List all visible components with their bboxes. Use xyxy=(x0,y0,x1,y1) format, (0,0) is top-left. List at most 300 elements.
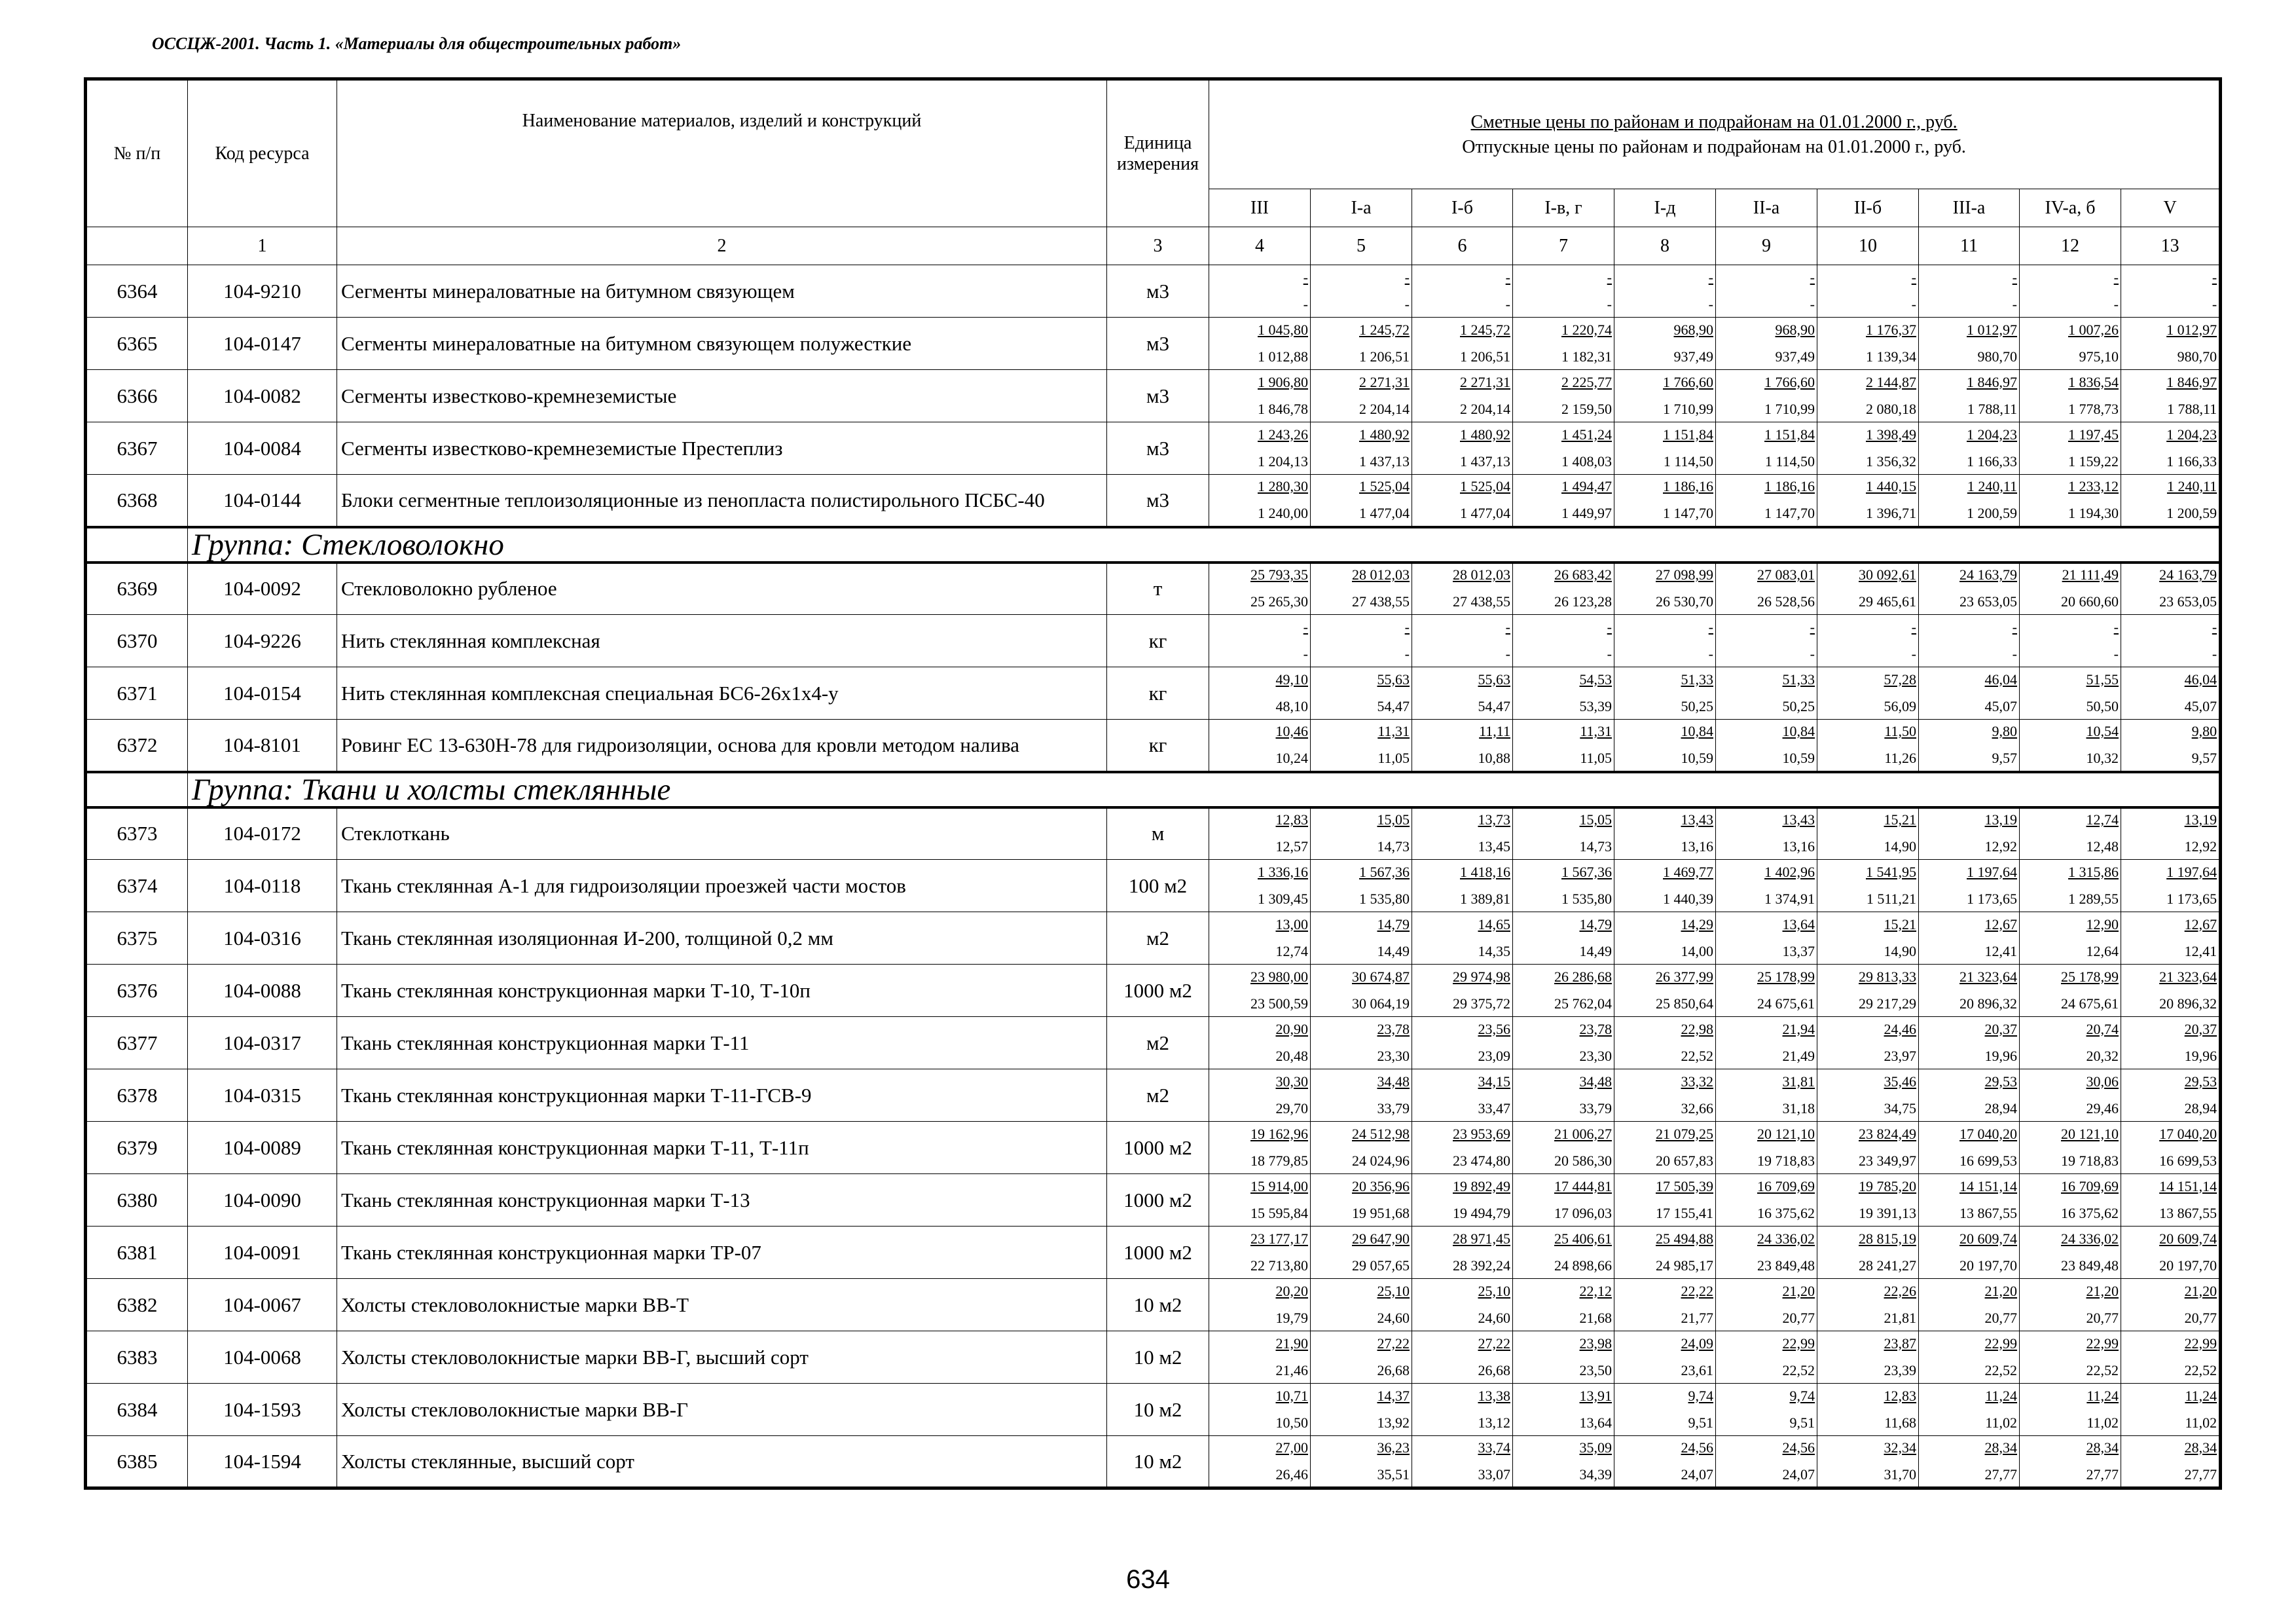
release-price: 1 206,51 xyxy=(1460,348,1510,365)
price-cell xyxy=(1311,720,1412,772)
table-row xyxy=(86,422,2221,475)
estimate-price: 21 079,25 xyxy=(1656,1125,1713,1142)
price-cell xyxy=(1614,1436,1716,1488)
price-cell xyxy=(2020,1279,2121,1331)
estimate-price: 24 512,98 xyxy=(1352,1125,1410,1142)
price-cell xyxy=(1614,475,1716,527)
price-cell xyxy=(1209,1174,1311,1227)
estimate-price: 14,65 xyxy=(1478,915,1510,932)
price-cell xyxy=(2121,318,2221,370)
price-cell xyxy=(1716,1227,1817,1279)
region-header: II-б xyxy=(1817,189,1919,227)
unit-of-measure: 1000 м2 xyxy=(1107,965,1209,1017)
estimate-price: - xyxy=(1404,268,1410,286)
row-number: 6383 xyxy=(86,1331,188,1384)
release-price: 1 449,97 xyxy=(1561,504,1612,521)
estimate-price: 32,34 xyxy=(1884,1439,1916,1456)
release-price: 1 166,33 xyxy=(2166,452,2217,470)
estimate-price: 20 356,96 xyxy=(1352,1177,1410,1194)
resource-code: 104-0090 xyxy=(188,1174,337,1227)
price-cell xyxy=(1817,1384,1919,1436)
price-cell xyxy=(2121,475,2221,527)
region-header: III-а xyxy=(1919,189,2020,227)
release-price: 45,07 xyxy=(2184,697,2217,714)
estimate-price: 20,90 xyxy=(1275,1020,1308,1037)
release-price: 30 064,19 xyxy=(1352,995,1410,1012)
release-price: - xyxy=(1303,295,1308,312)
table-row xyxy=(86,1384,2221,1436)
estimate-price: 24,09 xyxy=(1681,1335,1713,1352)
release-price: 21,46 xyxy=(1275,1361,1308,1378)
release-price: 1 200,59 xyxy=(1967,504,2017,521)
price-cell xyxy=(1513,1331,1614,1384)
estimate-price: 25 793,35 xyxy=(1250,566,1308,583)
price-cell xyxy=(1209,615,1311,667)
release-price: - xyxy=(1303,645,1308,662)
estimate-price: 25 178,99 xyxy=(1757,968,1815,985)
estimate-price: 23 824,49 xyxy=(1859,1125,1916,1142)
estimate-price: 1 197,64 xyxy=(2166,863,2217,880)
estimate-price: 28 012,03 xyxy=(1453,566,1510,583)
estimate-price: 12,74 xyxy=(2086,811,2119,828)
release-price: 10,59 xyxy=(1681,749,1713,766)
estimate-price: 23 980,00 xyxy=(1250,968,1308,985)
estimate-price: 968,90 xyxy=(1775,321,1815,338)
release-price: 48,10 xyxy=(1275,697,1308,714)
price-cell xyxy=(1513,265,1614,318)
estimate-price: 34,48 xyxy=(1377,1073,1410,1090)
estimate-price: 11,50 xyxy=(1884,722,1916,739)
price-cell xyxy=(1716,720,1817,772)
estimate-price: 49,10 xyxy=(1275,671,1308,688)
price-cell xyxy=(1513,1384,1614,1436)
price-cell xyxy=(1412,475,1513,527)
group-title: Группа: Стекловолокно xyxy=(188,527,2221,563)
release-price: 19,79 xyxy=(1275,1309,1308,1326)
table-row xyxy=(86,807,2221,860)
row-number: 6380 xyxy=(86,1174,188,1227)
release-price: 1 356,32 xyxy=(1866,452,1916,470)
price-cell xyxy=(2020,563,2121,615)
row-number: 6369 xyxy=(86,563,188,615)
row-number: 6371 xyxy=(86,667,188,720)
estimate-price: 57,28 xyxy=(1884,671,1916,688)
release-price: 23 653,05 xyxy=(1959,593,2017,610)
price-cell xyxy=(1817,265,1919,318)
estimate-price: 1 418,16 xyxy=(1460,863,1510,880)
group-row xyxy=(86,772,2221,807)
release-price: 26,68 xyxy=(1377,1361,1410,1378)
estimate-price: 31,81 xyxy=(1782,1073,1815,1090)
price-cell xyxy=(2020,1227,2121,1279)
page-header: ОССЦЖ-2001. Часть 1. «Материалы для общестроительных работ» xyxy=(152,34,682,53)
estimate-price: 29 974,98 xyxy=(1453,968,1510,985)
price-cell xyxy=(1716,265,1817,318)
price-cell xyxy=(1412,667,1513,720)
release-price: 9,57 xyxy=(1992,749,2017,766)
price-cell xyxy=(1817,475,1919,527)
estimate-price: 28,34 xyxy=(2086,1439,2119,1456)
price-cell xyxy=(1209,1331,1311,1384)
release-price: 13,16 xyxy=(1681,838,1713,855)
resource-code: 104-0315 xyxy=(188,1069,337,1122)
table-row xyxy=(86,563,2221,615)
price-cell xyxy=(1716,1331,1817,1384)
price-cell xyxy=(2121,1174,2221,1227)
release-price: 23 474,80 xyxy=(1453,1152,1510,1169)
price-cell xyxy=(1513,563,1614,615)
estimate-price: 25 494,88 xyxy=(1656,1230,1713,1247)
resource-code: 104-9210 xyxy=(188,265,337,318)
release-price: 10,24 xyxy=(1275,749,1308,766)
group-row xyxy=(86,527,2221,563)
release-price: 23 849,48 xyxy=(2061,1257,2119,1274)
row-number: 6367 xyxy=(86,422,188,475)
release-price: 24 675,61 xyxy=(2061,995,2119,1012)
estimate-price: - xyxy=(1303,268,1308,286)
price-cell xyxy=(1209,1069,1311,1122)
material-name: Холсты стекловолокнистые марки ВВ-Г, высший сорт xyxy=(337,1331,1107,1384)
release-price: 22,52 xyxy=(2086,1361,2119,1378)
release-price: 1 173,65 xyxy=(1967,890,2017,907)
material-name: Холсты стекловолокнистые марки ВВ-Г xyxy=(337,1384,1107,1436)
column-number: 7 xyxy=(1513,227,1614,265)
estimate-price: 34,15 xyxy=(1478,1073,1510,1090)
estimate-price: 16 709,69 xyxy=(2061,1177,2119,1194)
release-price: 1 408,03 xyxy=(1561,452,1612,470)
price-cell xyxy=(1614,1279,1716,1331)
table-row xyxy=(86,265,2221,318)
row-number: 6365 xyxy=(86,318,188,370)
material-name: Ткань стеклянная конструкционная марки Т-13 xyxy=(337,1174,1107,1227)
price-cell xyxy=(2020,1436,2121,1488)
estimate-price: 23,78 xyxy=(1377,1020,1410,1037)
release-price: 1 440,39 xyxy=(1663,890,1713,907)
price-cell xyxy=(1716,1279,1817,1331)
estimate-price: 1 186,16 xyxy=(1764,477,1815,494)
price-cell xyxy=(1209,1384,1311,1436)
price-cell xyxy=(1513,1436,1614,1488)
price-cell xyxy=(1412,1279,1513,1331)
price-cell xyxy=(2121,1017,2221,1069)
resource-code: 104-0084 xyxy=(188,422,337,475)
release-price: 17 155,41 xyxy=(1656,1204,1713,1221)
release-price: - xyxy=(1810,645,1815,662)
release-price: 35,51 xyxy=(1377,1466,1410,1483)
release-price: 12,92 xyxy=(1984,838,2017,855)
release-price: 23 653,05 xyxy=(2159,593,2217,610)
release-price: 1 200,59 xyxy=(2166,504,2217,521)
estimate-price: 33,74 xyxy=(1478,1439,1510,1456)
release-price: 1 846,78 xyxy=(1258,400,1308,417)
price-cell xyxy=(1412,1331,1513,1384)
price-cell xyxy=(2020,1122,2121,1174)
release-price: 24 024,96 xyxy=(1352,1152,1410,1169)
row-number: 6384 xyxy=(86,1384,188,1436)
release-price: 11,02 xyxy=(1985,1414,2017,1431)
price-cell xyxy=(2020,965,2121,1017)
table-row xyxy=(86,1017,2221,1069)
estimate-price: 15,05 xyxy=(1579,811,1612,828)
estimate-price: 15 914,00 xyxy=(1250,1177,1308,1194)
price-cell xyxy=(1919,1279,2020,1331)
estimate-price: 1 567,36 xyxy=(1561,863,1612,880)
estimate-price: 17 444,81 xyxy=(1554,1177,1612,1194)
estimate-price: - xyxy=(2012,618,2017,635)
release-price: 20 896,32 xyxy=(2159,995,2217,1012)
estimate-price: - xyxy=(2012,268,2017,286)
table-row xyxy=(86,1436,2221,1488)
price-cell xyxy=(1919,563,2020,615)
column-number: 12 xyxy=(2020,227,2121,265)
estimate-price: 9,80 xyxy=(2191,722,2217,739)
release-price: 13 867,55 xyxy=(1959,1204,2017,1221)
price-cell xyxy=(1209,563,1311,615)
release-price: 26,46 xyxy=(1275,1466,1308,1483)
price-cell xyxy=(1513,1122,1614,1174)
release-price: - xyxy=(2113,645,2119,662)
estimate-price: - xyxy=(1607,268,1612,286)
estimate-price: 55,63 xyxy=(1377,671,1410,688)
estimate-price: 1 315,86 xyxy=(2068,863,2119,880)
release-price: 1 206,51 xyxy=(1359,348,1410,365)
release-price: 20,48 xyxy=(1275,1047,1308,1064)
region-header: V xyxy=(2121,189,2221,227)
price-cell xyxy=(1311,1436,1412,1488)
release-price: 53,39 xyxy=(1579,697,1612,714)
estimate-price: 14,79 xyxy=(1377,915,1410,932)
estimate-price: 19 892,49 xyxy=(1453,1177,1510,1194)
price-cell xyxy=(1209,1017,1311,1069)
price-cell xyxy=(1209,1227,1311,1279)
price-cell xyxy=(1716,1017,1817,1069)
release-price: - xyxy=(1404,645,1410,662)
table-row xyxy=(86,965,2221,1017)
table-row xyxy=(86,912,2221,965)
price-cell xyxy=(1412,422,1513,475)
release-price: 28 392,24 xyxy=(1453,1257,1510,1274)
group-spacer xyxy=(86,772,188,807)
row-number: 6368 xyxy=(86,475,188,527)
price-cell xyxy=(1614,318,1716,370)
estimate-price: 1 402,96 xyxy=(1764,863,1815,880)
price-cell xyxy=(2020,615,2121,667)
release-price: 12,92 xyxy=(2184,838,2217,855)
row-number: 6375 xyxy=(86,912,188,965)
release-price: 33,79 xyxy=(1377,1099,1410,1116)
release-price: 11,68 xyxy=(1884,1414,1916,1431)
unit-of-measure: 10 м2 xyxy=(1107,1331,1209,1384)
release-price: 1 535,80 xyxy=(1359,890,1410,907)
column-header-number: № п/п xyxy=(86,79,188,227)
price-cell xyxy=(1817,667,1919,720)
table-row xyxy=(86,318,2221,370)
release-price: 2 204,14 xyxy=(1460,400,1510,417)
estimate-price: 1 525,04 xyxy=(1359,477,1410,494)
price-cell xyxy=(2121,1227,2221,1279)
price-cell xyxy=(1513,422,1614,475)
price-cell xyxy=(2020,912,2121,965)
material-name: Ткань стеклянная конструкционная марки Т-11-ГСВ-9 xyxy=(337,1069,1107,1122)
release-price: 23 500,59 xyxy=(1250,995,1308,1012)
estimate-price: 1 906,80 xyxy=(1258,373,1308,390)
estimate-price: 21 323,64 xyxy=(1959,968,2017,985)
group-title: Группа: Ткани и холсты стеклянные xyxy=(188,772,2221,807)
estimate-price: 14,37 xyxy=(1377,1387,1410,1404)
unit-of-measure: м3 xyxy=(1107,265,1209,318)
estimate-price: 12,67 xyxy=(1984,915,2017,932)
estimate-price: 1 766,60 xyxy=(1764,373,1815,390)
release-price: 13,37 xyxy=(1782,942,1815,959)
estimate-price: 13,43 xyxy=(1681,811,1713,828)
estimate-price: 9,80 xyxy=(1992,722,2017,739)
price-cell xyxy=(1716,807,1817,860)
resource-code: 104-0144 xyxy=(188,475,337,527)
table-row xyxy=(86,1331,2221,1384)
estimate-price: 23,87 xyxy=(1884,1335,1916,1352)
price-cell xyxy=(1716,318,1817,370)
estimate-price: 23,78 xyxy=(1579,1020,1612,1037)
price-cell xyxy=(2020,860,2121,912)
estimate-price: 30 674,87 xyxy=(1352,968,1410,985)
estimate-price: 22,99 xyxy=(1782,1335,1815,1352)
price-cell xyxy=(2121,667,2221,720)
estimate-price: 14 151,14 xyxy=(2159,1177,2217,1194)
estimate-price: 24 336,02 xyxy=(2061,1230,2119,1247)
price-cell xyxy=(1614,1017,1716,1069)
column-number: 6 xyxy=(1412,227,1513,265)
price-cell xyxy=(1817,318,1919,370)
price-cell xyxy=(1614,1384,1716,1436)
release-price: 1 289,55 xyxy=(2068,890,2119,907)
estimate-price: - xyxy=(2113,268,2119,286)
release-price: 16 699,53 xyxy=(2159,1152,2217,1169)
release-price: 9,57 xyxy=(2191,749,2217,766)
unit-of-measure: м2 xyxy=(1107,912,1209,965)
price-cell xyxy=(1614,912,1716,965)
release-price: 20,77 xyxy=(1984,1309,2017,1326)
release-price: 13,45 xyxy=(1478,838,1510,855)
estimate-price: 54,53 xyxy=(1579,671,1612,688)
release-price: 1 788,11 xyxy=(2166,400,2217,417)
release-price: 1 511,21 xyxy=(1866,890,1916,907)
unit-of-measure: кг xyxy=(1107,615,1209,667)
release-price: 1 309,45 xyxy=(1258,890,1308,907)
price-cell xyxy=(1311,667,1412,720)
estimate-price: 12,90 xyxy=(2086,915,2119,932)
price-cell xyxy=(1311,807,1412,860)
price-cell xyxy=(2020,720,2121,772)
estimate-price: - xyxy=(1708,268,1713,286)
release-price: 1 437,13 xyxy=(1460,452,1510,470)
price-cell xyxy=(1716,860,1817,912)
price-cell xyxy=(1311,265,1412,318)
price-cell xyxy=(1209,422,1311,475)
release-price: 23,50 xyxy=(1579,1361,1612,1378)
estimate-price: 1 567,36 xyxy=(1359,863,1410,880)
release-price: - xyxy=(1505,645,1510,662)
price-cell xyxy=(2020,1017,2121,1069)
release-price: 1 204,13 xyxy=(1258,452,1308,470)
price-cell xyxy=(1513,860,1614,912)
price-cell xyxy=(1919,1174,2020,1227)
estimate-price: 21,20 xyxy=(2184,1282,2217,1299)
price-cell xyxy=(1513,1069,1614,1122)
price-cell xyxy=(1919,1069,2020,1122)
price-cell xyxy=(2121,720,2221,772)
release-price: 22,52 xyxy=(2184,1361,2217,1378)
release-price: 10,88 xyxy=(1478,749,1510,766)
estimate-price: - xyxy=(1708,618,1713,635)
price-cell xyxy=(1311,563,1412,615)
price-cell xyxy=(1412,1436,1513,1488)
price-cell xyxy=(2020,422,2121,475)
estimate-price: 1 480,92 xyxy=(1359,426,1410,443)
price-cell xyxy=(1817,1331,1919,1384)
price-cell xyxy=(1614,563,1716,615)
resource-code: 104-0147 xyxy=(188,318,337,370)
estimate-price: 13,73 xyxy=(1478,811,1510,828)
release-price: 10,50 xyxy=(1275,1414,1308,1431)
estimate-price: 20 609,74 xyxy=(2159,1230,2217,1247)
release-price: 23 849,48 xyxy=(1757,1257,1815,1274)
price-cell xyxy=(1817,860,1919,912)
release-price: 10,59 xyxy=(1782,749,1815,766)
column-header-name: Наименование материалов, изделий и конструкций xyxy=(337,79,1107,227)
estimate-price: 11,24 xyxy=(2185,1387,2217,1404)
price-cell xyxy=(2121,1331,2221,1384)
material-name: Сегменты минераловатные на битумном связующем xyxy=(337,265,1107,318)
release-price: 22,52 xyxy=(1681,1047,1713,1064)
price-cell xyxy=(1614,615,1716,667)
release-price: - xyxy=(1708,295,1713,312)
release-price: 24,07 xyxy=(1782,1466,1815,1483)
release-price: - xyxy=(2012,645,2017,662)
release-price: 14,73 xyxy=(1377,838,1410,855)
release-price: 29 217,29 xyxy=(1859,995,1916,1012)
release-price: - xyxy=(2113,295,2119,312)
estimate-price: 51,33 xyxy=(1681,671,1713,688)
release-price: 9,51 xyxy=(1688,1414,1713,1431)
region-header: II-а xyxy=(1716,189,1817,227)
material-name: Нить стеклянная комплексная xyxy=(337,615,1107,667)
estimate-price: 27,00 xyxy=(1275,1439,1308,1456)
release-price: 54,47 xyxy=(1377,697,1410,714)
release-price: 13 867,55 xyxy=(2159,1204,2217,1221)
release-price: - xyxy=(2012,295,2017,312)
unit-of-measure: м2 xyxy=(1107,1017,1209,1069)
material-name: Сегменты известково-кремнеземистые xyxy=(337,370,1107,422)
release-price: 20,32 xyxy=(2086,1047,2119,1064)
price-cell xyxy=(1817,370,1919,422)
release-price: 1 788,11 xyxy=(1967,400,2017,417)
estimate-price: 27,22 xyxy=(1478,1335,1510,1352)
release-price: 1 389,81 xyxy=(1460,890,1510,907)
row-number: 6376 xyxy=(86,965,188,1017)
release-price: 26,68 xyxy=(1478,1361,1510,1378)
estimate-price: 20 121,10 xyxy=(1757,1125,1815,1142)
price-cell xyxy=(1311,1227,1412,1279)
price-cell xyxy=(1817,1227,1919,1279)
resource-code: 104-0088 xyxy=(188,965,337,1017)
estimate-price: 1 245,72 xyxy=(1460,321,1510,338)
price-cell xyxy=(1209,370,1311,422)
price-cell xyxy=(1716,1122,1817,1174)
price-cell xyxy=(1311,1069,1412,1122)
price-cell xyxy=(1817,1122,1919,1174)
price-cell xyxy=(1412,265,1513,318)
release-price: 980,70 xyxy=(1977,348,2017,365)
